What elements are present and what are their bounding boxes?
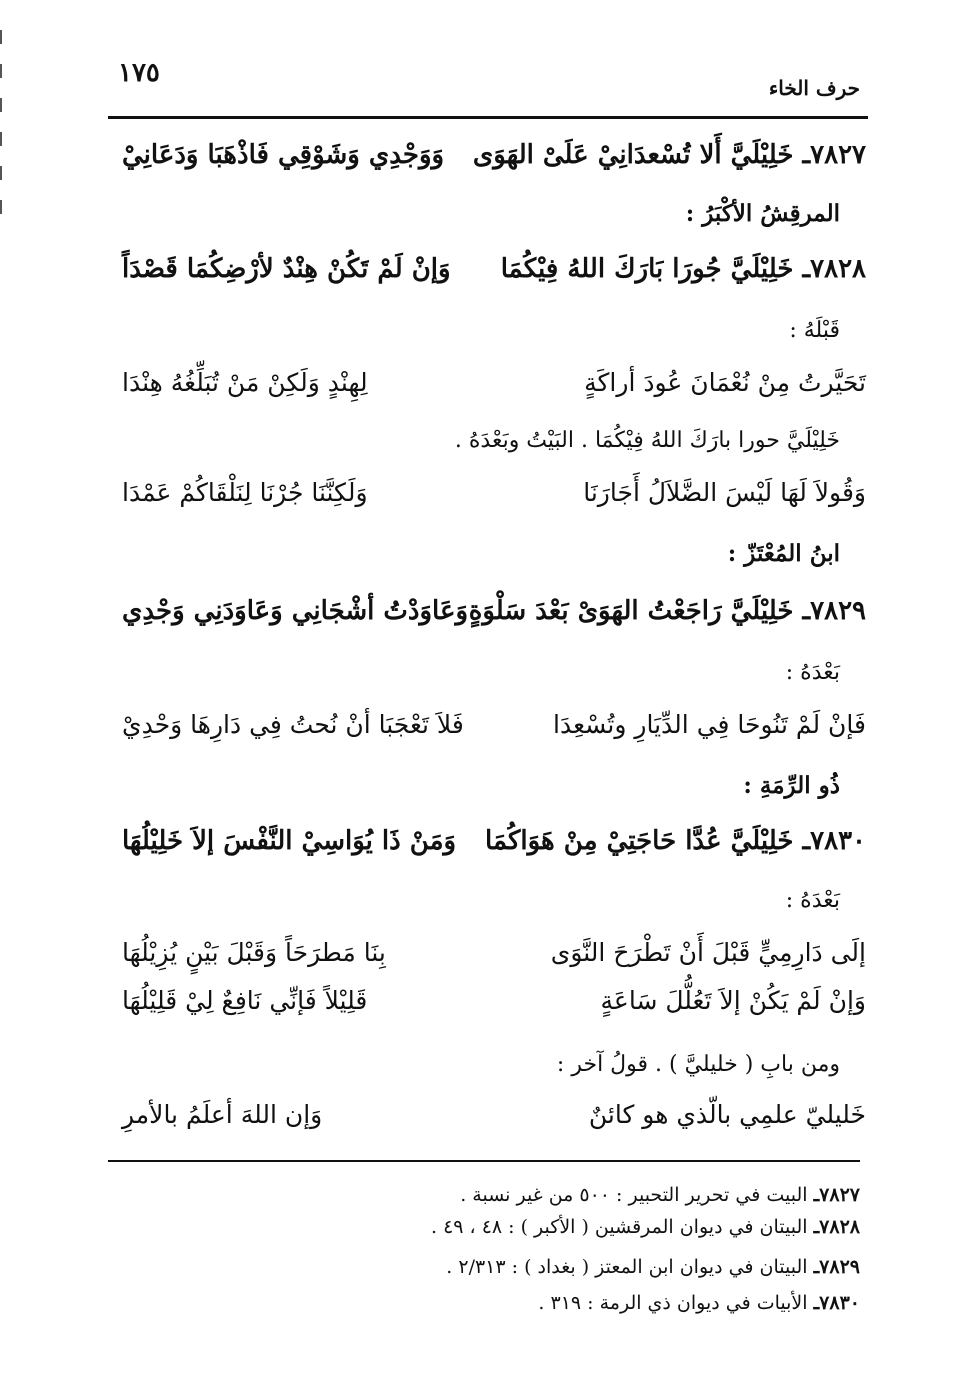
verse-number: ٧٨٢٨ـ: [802, 254, 866, 284]
verse-first-hemistich: تَحَيَّرتُ مِنْ نُعْمَانَ عُودَ أراكَةٍ: [584, 368, 866, 397]
verse-second-hemistich: فَلاَ تَعْجَبَا أنْ نُحتُ فِي دَارِهَا وَحْدِيْ: [122, 710, 464, 739]
page-edge-mark: [0, 200, 2, 214]
page-edge-mark: [0, 30, 2, 44]
verse-text: خَلِيْلَيَّ أَلا تُسْعدَانِيْ عَلَىْ الهَوَى: [472, 140, 794, 170]
footnote-text: البيتان في ديوان ابن المعتز ( بغداد ) : ٢/٣١٣ .: [446, 1256, 808, 1278]
verse-number: ٧٨٢٧ـ: [802, 140, 866, 170]
verse-7827: [122, 140, 866, 190]
verse-7830: [122, 826, 866, 876]
verse-first-hemistich: فَإنْ لَمْ تَنُوحَا فِي الدِّيَارِ وتُسْعِدَا: [553, 710, 866, 739]
verse-first-hemistich: وَقُولاَ لَهَا لَيْسَ الضَّلاَلُ أَجَارَنَا: [583, 478, 866, 507]
verse-unnumbered: [122, 478, 866, 528]
footnote-text: البيتان في ديوان المرقشين ( الأكبر ) : ٤٨ ، ٤٩ .: [430, 1216, 808, 1238]
footnote-number: ٧٨٢٨ـ: [813, 1216, 860, 1238]
verse-second-hemistich: بِنَا مَطرَحَاً وَقَبْلَ بَيْنٍ يُزِيْلُهَا: [122, 938, 386, 967]
footnote-text: البيت في تحرير التحبير : ٥٠٠ من غير نسبة .: [460, 1184, 808, 1206]
verse-second-hemistich: وَعَاوَدْتُ أشْجَانِي وَعَاوَدَنِي وَجْدِي: [122, 596, 469, 626]
verse-second-hemistich: وَمَنْ ذَا يُوَاسِيْ النَّفْسَ إلاَ خَلِيْلُهَا: [122, 826, 457, 856]
verse-second-hemistich: وَإن اللهَ أعلَمُ بالأمرِ: [122, 1100, 323, 1129]
verse-first-hemistich: [501, 254, 866, 284]
note-after: بَعْدَهُ :: [785, 888, 840, 913]
verse-text: خَلِيْلَيَّ عُدَّا حَاجَتِيْ مِنْ هَوَاكُمَا: [485, 826, 794, 856]
verse-number: ٧٨٣٠ـ: [802, 826, 866, 856]
verse-second-hemistich: لِهِنْدٍ وَلَكِنْ مَنْ تُبَلِّغُهُ هِنْدَا: [122, 368, 368, 397]
page-edge-mark: [0, 166, 2, 180]
prose-line: خَلِيْلَيَّ حورا بارَكَ اللهُ فِيْكُمَا . البَيْتُ وبَعْدَهُ .: [454, 428, 840, 453]
footnote: [431, 1216, 860, 1238]
header-rule: [108, 116, 868, 119]
verse-first-hemistich: [485, 826, 866, 856]
page-edge-mark: [0, 64, 2, 78]
verse-first-hemistich: وَإنْ لَمْ يَكُنْ إلاَ تَعُلُّلَ سَاعَةٍ: [600, 986, 866, 1015]
footnote-number: ٧٨٢٧ـ: [813, 1184, 860, 1206]
page-number: ١٧٥: [118, 58, 160, 88]
verse-first-hemistich: خَليليّ علمِي بالّذي هو كائنٌ: [588, 1100, 866, 1129]
verse-number: ٧٨٢٩ـ: [802, 596, 866, 626]
verse-unnumbered: [122, 938, 866, 988]
poet-name: المرقِشُ الأكْبَرُ :: [685, 200, 840, 227]
footnote-number: ٧٨٢٩ـ: [813, 1256, 860, 1278]
verse-unnumbered: [122, 368, 866, 418]
verse-first-hemistich: [473, 140, 866, 170]
footnote-text: الأبيات في ديوان ذي الرمة : ٣١٩ .: [538, 1292, 808, 1314]
verse-unnumbered: [122, 986, 866, 1036]
footnote: [446, 1256, 860, 1278]
footnote: [538, 1292, 860, 1314]
verse-second-hemistich: وَلَكِنَّنَا جُرْنَا لِنَلْقَاكُمْ عَمْدَا: [122, 478, 368, 507]
verse-unnumbered: [122, 1100, 866, 1150]
verse-first-hemistich: [469, 596, 866, 626]
footnote-rule: [108, 1160, 860, 1162]
verse-second-hemistich: وَإنْ لَمْ تَكُنْ هِنْدٌ لأرْضِكُمَا قَصْدَاً: [122, 254, 451, 284]
page-edge-mark: [0, 98, 2, 112]
verse-text: خَلِيْلَيَّ جُورَا بَارَكَ اللهُ فِيْكُمَا: [500, 254, 794, 284]
poet-name: ابنُ المُعْتَزّ :: [727, 540, 840, 567]
page-edge-mark: [0, 132, 2, 146]
footnote: [460, 1184, 860, 1206]
verse-7829: [122, 596, 866, 646]
verse-unnumbered: [122, 710, 866, 760]
note-after: بَعْدَهُ :: [785, 660, 840, 685]
verse-7828: [122, 254, 866, 304]
section-intro: ومن بابِ ( خليليَّ ) . قولُ آخر :: [556, 1052, 840, 1077]
running-title: حرف الخاء: [768, 76, 860, 100]
verse-first-hemistich: إلَى دَارِمِيٍّ قَبْلَ أَنْ تَطْرَحَ النَّوَى: [550, 938, 866, 967]
poet-name: ذُو الرِّمَةِ :: [743, 772, 840, 799]
footnote-number: ٧٨٣٠ـ: [813, 1292, 860, 1314]
verse-second-hemistich: قَلِيْلاً فَإنِّي نَافِعٌ لِيْ قَلِيْلُهَا: [122, 986, 368, 1015]
note-before: قَبْلَهُ :: [789, 318, 840, 343]
verse-text: خَلِيْلَيَّ رَاجَعْتُ الهَوَىْ بَعْدَ سَلْوَةٍ: [468, 596, 794, 626]
verse-second-hemistich: وَوَجْدِي وَشَوْقِي فَاذْهَبَا وَدَعَانِيْ: [122, 140, 445, 170]
